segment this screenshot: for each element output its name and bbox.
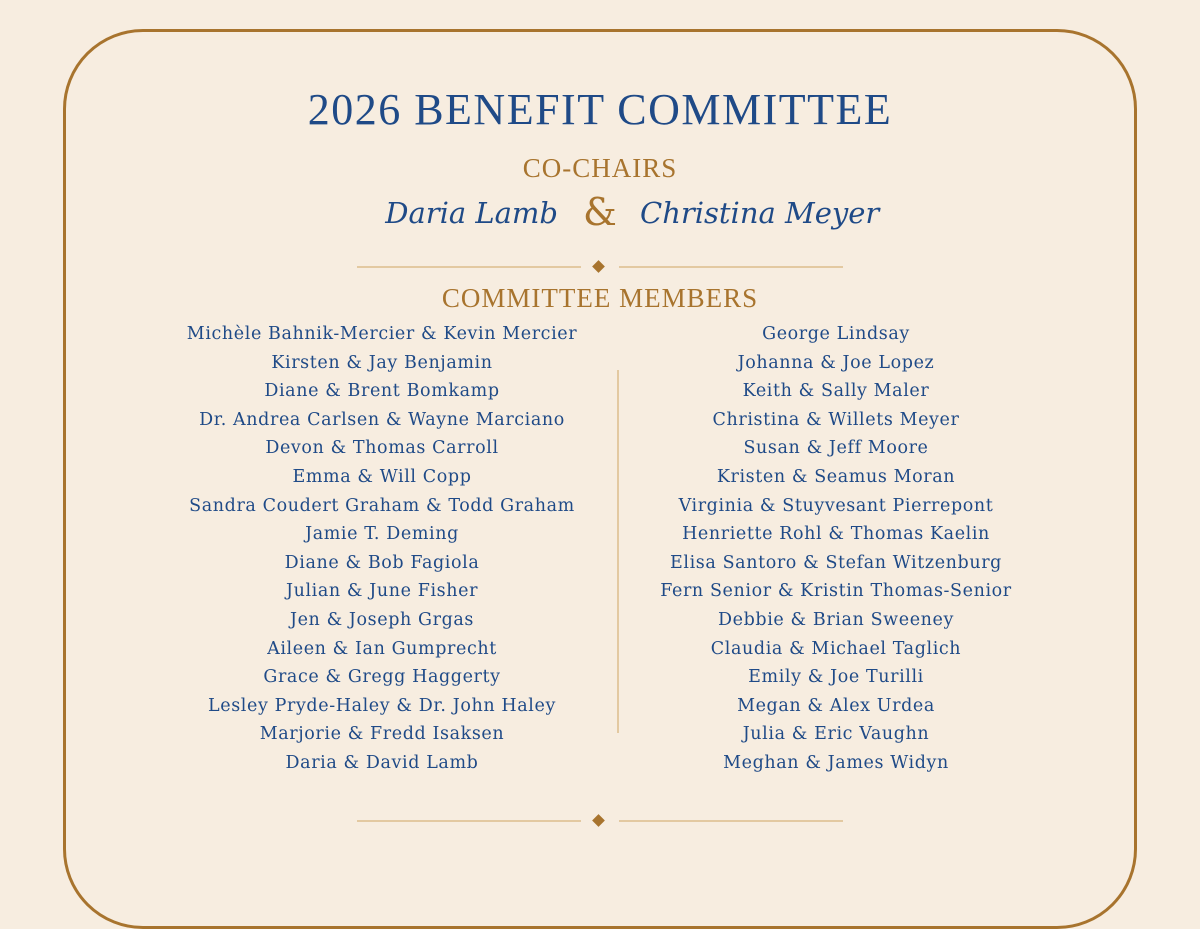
page-title: 2026 BENEFIT COMMITTEE bbox=[307, 85, 893, 134]
member-name: Henriette Rohl & Thomas Kaelin bbox=[682, 524, 990, 545]
divider-line-right bbox=[619, 820, 843, 822]
divider-line-right bbox=[619, 266, 843, 268]
member-name: Christina & Willets Meyer bbox=[712, 409, 960, 430]
divider-line-left bbox=[357, 820, 581, 822]
member-name: Emma & Will Copp bbox=[292, 466, 472, 487]
member-name: Daria & David Lamb bbox=[285, 752, 479, 773]
member-name: Virginia & Stuyvesant Pierrepont bbox=[678, 495, 994, 516]
cochairs-heading: CO-CHAIRS bbox=[522, 153, 678, 183]
diamond-ornament-icon bbox=[592, 814, 605, 827]
member-name: Julia & Eric Vaughn bbox=[742, 724, 930, 745]
member-name: Lesley Pryde-Haley & Dr. John Haley bbox=[208, 695, 556, 716]
cochair-name-2: Christina Meyer bbox=[640, 196, 880, 230]
member-name: Devon & Thomas Carroll bbox=[265, 438, 499, 459]
member-name: Megan & Alex Urdea bbox=[737, 695, 935, 716]
divider-bottom bbox=[357, 814, 843, 828]
member-name: Johanna & Joe Lopez bbox=[737, 352, 935, 373]
cochair-name-1: Daria Lamb bbox=[385, 196, 558, 230]
member-name: Claudia & Michael Taglich bbox=[710, 638, 962, 659]
members-list-right bbox=[601, 320, 1071, 778]
member-name: Aileen & Ian Gumprecht bbox=[267, 638, 497, 659]
member-name: Sandra Coudert Graham & Todd Graham bbox=[189, 495, 575, 516]
diamond-ornament-icon bbox=[592, 260, 605, 273]
member-name: Diane & Brent Bomkamp bbox=[264, 381, 500, 402]
member-name: George Lindsay bbox=[762, 324, 910, 344]
member-name: Dr. Andrea Carlsen & Wayne Marciano bbox=[199, 409, 565, 430]
member-name: Elisa Santoro & Stefan Witzenburg bbox=[670, 552, 1002, 573]
committee-members-heading: COMMITTEE MEMBERS bbox=[441, 283, 759, 313]
member-name: Diane & Bob Fagiola bbox=[284, 552, 480, 573]
member-name: Emily & Joe Turilli bbox=[748, 667, 924, 688]
member-name: Jen & Joseph Grgas bbox=[289, 609, 475, 630]
member-name: Kirsten & Jay Benjamin bbox=[271, 352, 493, 373]
member-name: Jamie T. Deming bbox=[305, 524, 459, 545]
member-name: Kristen & Seamus Moran bbox=[716, 466, 956, 487]
member-name: Julian & June Fisher bbox=[285, 581, 479, 602]
ampersand-ornament: & bbox=[583, 190, 617, 234]
member-name: Grace & Gregg Haggerty bbox=[263, 667, 501, 688]
member-name: Susan & Jeff Moore bbox=[743, 438, 929, 459]
member-name: Debbie & Brian Sweeney bbox=[718, 609, 954, 630]
cochairs-names bbox=[0, 190, 1200, 246]
divider-top bbox=[357, 260, 843, 274]
members-list-left bbox=[147, 320, 617, 778]
divider-line-left bbox=[357, 266, 581, 268]
member-name: Michèle Bahnik-Mercier & Kevin Mercier bbox=[186, 324, 578, 344]
member-name: Fern Senior & Kristin Thomas-Senior bbox=[660, 581, 1012, 602]
member-name: Keith & Sally Maler bbox=[742, 381, 930, 402]
member-name: Meghan & James Widyn bbox=[723, 752, 949, 773]
member-name: Marjorie & Fredd Isaksen bbox=[259, 724, 505, 745]
